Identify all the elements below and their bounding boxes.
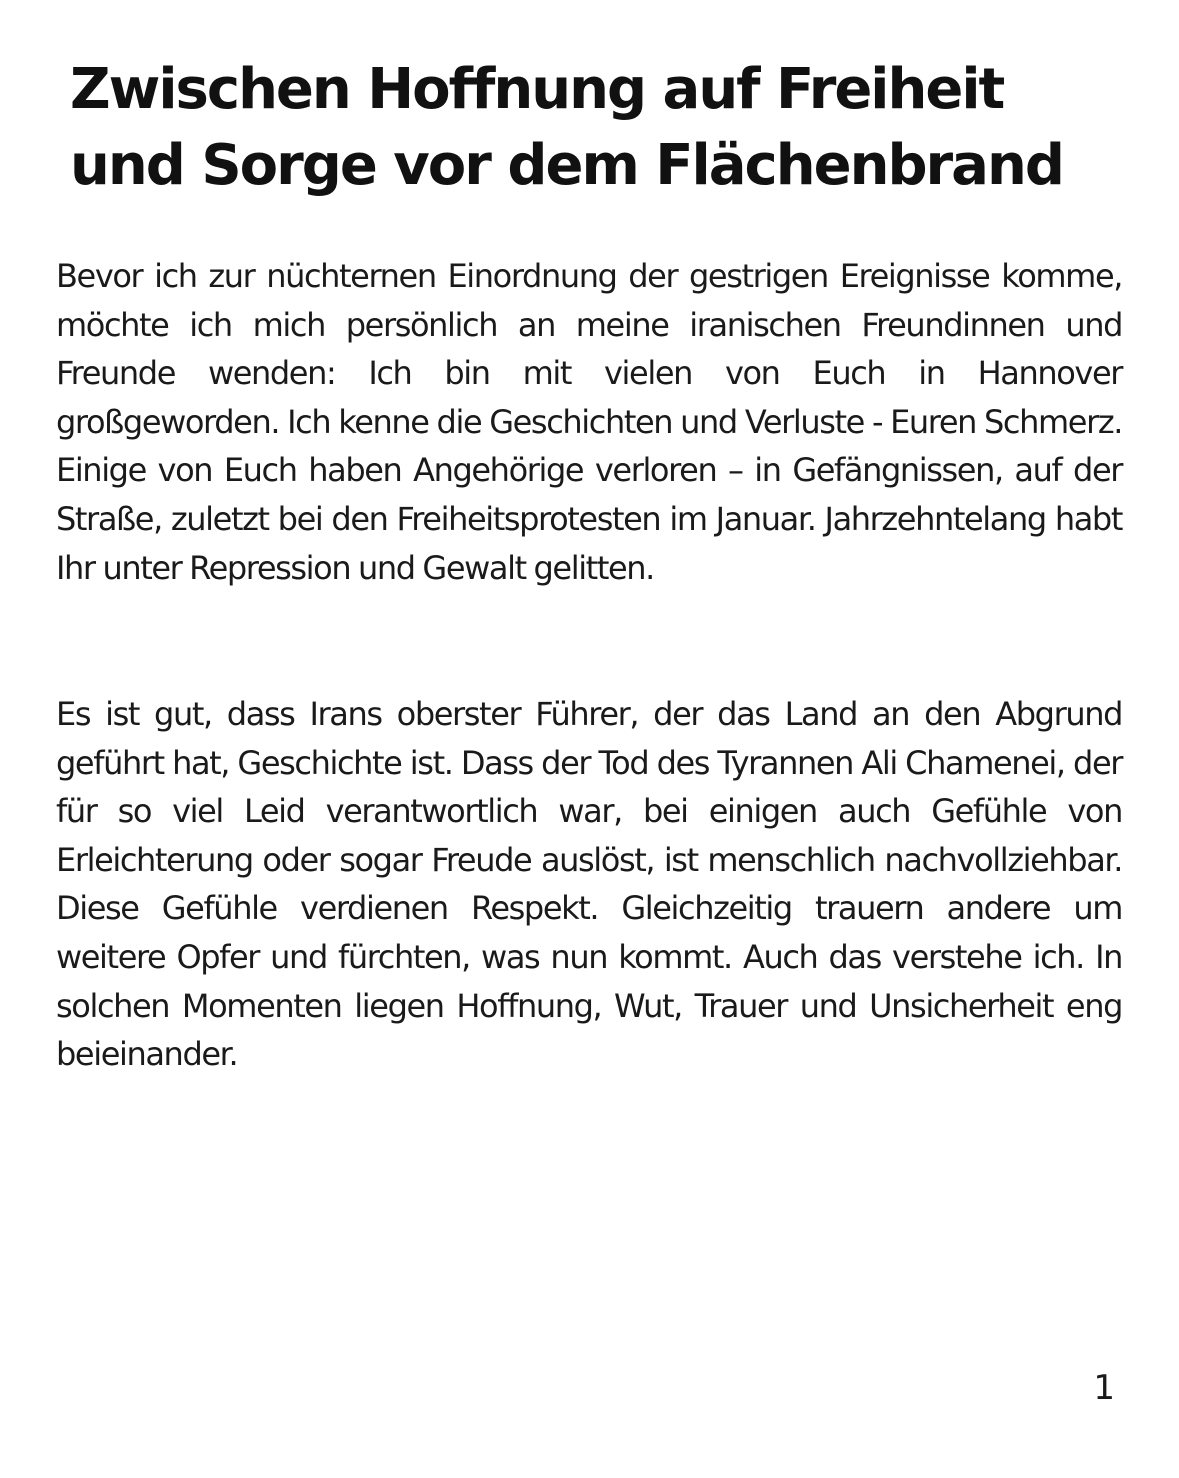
page-number: 1	[1093, 1368, 1115, 1408]
title-line-1: Zwischen Hoffnung auf Freiheit	[70, 57, 1004, 122]
paragraph-1: Bevor ich zur nüchternen Einordnung der gestrigen Ereignisse komme, möchte ich mich persönlich an meine iranischen Freundinnen und Freunde wenden: Ich bin mit vielen von Euch in Hannover großgeworden. Ich kenne die Geschichten und Verluste - Euren Schmerz. Einige von Euch haben Angehörige verloren – in Gefängnissen, auf der Straße, zuletzt bei den Freiheitsprotesten im Januar. Jahrzehntelang habt Ihr unter Repression und Gewalt gelitten.	[56, 257, 1122, 587]
paragraph-2: Es ist gut, dass Irans oberster Führer, der das Land an den Abgrund geführt hat, Geschichte ist. Dass der Tod des Tyrannen Ali Chamenei, der für so viel Leid verantwortlich war, bei einigen auch Gefühle von Erleichterung oder sogar Freude auslöst, ist menschlich nachvollziehbar. Diese Gefühle verdienen Respekt. Gleichzeitig trauern andere um weitere Opfer und fürchten, was nun kommt. Auch das verstehe ich. In solchen Momenten liegen Hoffnung, Wut, Trauer und Unsicherheit eng beieinander.	[56, 695, 1122, 1074]
title-line-2: und Sorge vor dem Flächenbrand	[70, 133, 1063, 198]
page-title	[70, 52, 1130, 204]
